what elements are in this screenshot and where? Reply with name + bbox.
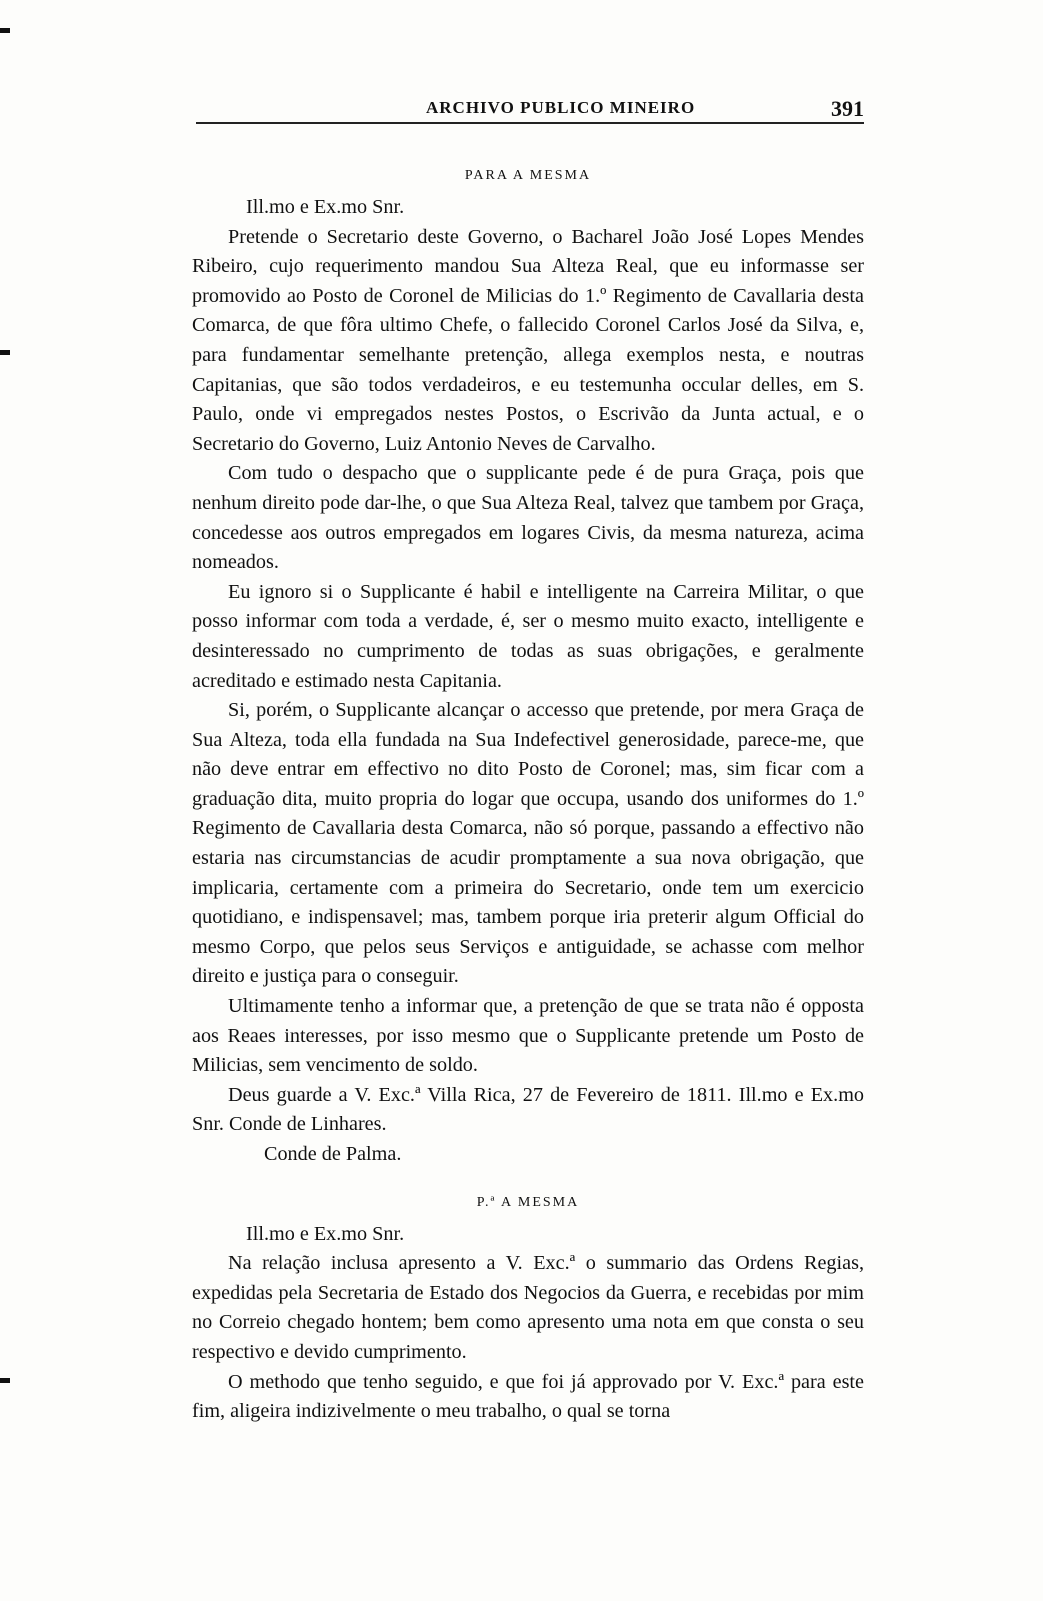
letter-1-closing: Deus guarde a V. Exc.ª Villa Rica, 27 de Fevereiro de 1811. Ill.mo e Ex.mo Snr. Conde de Linhares. bbox=[192, 1083, 864, 1136]
scan-edge-mark bbox=[0, 350, 10, 355]
letter-1-salutation: Ill.mo e Ex.mo Snr. bbox=[246, 196, 405, 218]
letter-1-paragraph: Com tudo o despacho que o supplicante pede é de pura Graça, pois que nenhum direito pode dar-lhe, o que Sua Alteza Real, talvez que tambem por Graça, concedesse aos outros empregados em logares Civis, da mesma natureza, acima nomeados. bbox=[192, 462, 864, 574]
section-gap bbox=[192, 1170, 864, 1192]
letter-1-signature: Conde de Palma. bbox=[264, 1143, 402, 1165]
letter-1-paragraph: Eu ignoro si o Supplicante é habil e intelligente na Carreira Militar, o que posso informar com toda a verdade, é, ser o mesmo muito exacto, intelligente e desinteressado no cumprimento de todas as suas obrigações, e geralmente acreditado e estimado nesta Capitania. bbox=[192, 580, 864, 692]
letter-2-salutation: Ill.mo e Ex.mo Snr. bbox=[246, 1222, 405, 1245]
letter-1-paragraph: Pretende o Secretario deste Governo, o Bacharel João José Lopes Mendes Ribeiro, cujo requerimento mandou Sua Alteza Real, que eu informasse ser promovido ao Posto de Coronel de Milicias do 1.º Regimento de Cavallaria desta Comarca, de que fôra ultimo Chefe, o fallecido Coronel Carlos José da Silva, e, para fundamentar semelhante pretenção, allega exemplos nesta, e noutras Capitanias, que são todos verdadeiros, e eu testemunha occular delles, em S. Paulo, onde vi empregados nestes Postos, o Escrivão da Junta actual, e o Secretario do Governo, Luiz Antonio Neves de Carvalho. bbox=[192, 225, 864, 455]
scan-edge-mark bbox=[0, 1378, 10, 1383]
body-text bbox=[192, 165, 864, 1427]
letter-2-paragraph: Na relação inclusa apresento a V. Exc.ª o summario das Ordens Regias, expedidas pela Secretaria de Estado dos Negocios da Guerra, e recebidas por mim no Correio chegado hontem; bem como apresento uma nota em que consta o seu respectivo e devido cumprimento. bbox=[192, 1252, 864, 1363]
letter-1-heading: PARA A MESMA bbox=[464, 168, 592, 183]
letter-1 bbox=[192, 165, 864, 1170]
letter-2 bbox=[192, 1192, 864, 1427]
scan-edge-mark bbox=[0, 28, 10, 33]
letter-2-heading: P.ª A MESMA bbox=[476, 1194, 580, 1210]
letter-1-paragraph: Ultimamente tenho a informar que, a pretenção de que se trata não é opposta aos Reaes interesses, por isso mesmo que o Supplicante pretende um Posto de Milicias, sem vencimento de soldo. bbox=[192, 995, 864, 1077]
page-number: 391 bbox=[831, 96, 864, 121]
header-rule bbox=[196, 122, 864, 127]
letter-1-paragraph: Si, porém, o Supplicante alcançar o accesso que pretende, por mera Graça de Sua Alteza, toda ella fundada na Sua Indefectivel generosidade, parece-me, que não deve entrar em effectivo no dito Posto de Coronel; mas, sim ficar com a graduação dita, muito propria do logar que occupa, usando dos uniformes do 1.º Regimento de Cavallaria desta Comarca, não só porque, passando a effectivo não estaria nas circumstancias de acudir promptamente a sua nova obrigação, que implicaria, certamente com a primeira do Secretario, onde tem um exercicio quotidiano, e indispensavel; mas, tambem porque iria preterir algum Official do mesmo Corpo, que pelos seus Serviços e antiguidade, se achasse com melhor direito e justiça para o conseguir. bbox=[192, 699, 864, 988]
letter-2-paragraph: O methodo que tenho seguido, e que foi já approvado por V. Exc.ª para este fim, aligeira indizivelmente o meu trabalho, o qual se torna bbox=[192, 1370, 864, 1423]
page-header bbox=[196, 96, 864, 126]
running-title: ARCHIVO PUBLICO MINEIRO bbox=[426, 98, 696, 117]
